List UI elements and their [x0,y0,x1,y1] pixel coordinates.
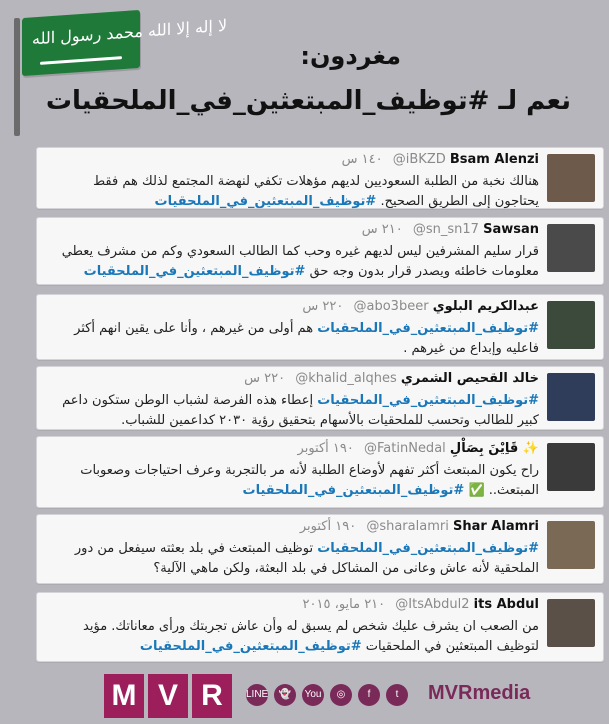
tweet-meta [302,299,539,314]
hashtag-link[interactable]: #توظيف_المبتعثين_في_الملحقيات [317,393,539,408]
hashtag-link[interactable]: #توظيف_المبتعثين_في_الملحقيات [139,639,362,654]
tweet-card[interactable] [36,217,604,285]
brand-name[interactable]: MVRmedia [428,682,531,704]
avatar[interactable] [547,373,595,421]
tweet-handle[interactable]: @khalid_alqhes [295,371,397,386]
tweet-card[interactable] [36,147,604,209]
tweet-time: ١٩٠ أكتوبر [297,441,354,456]
tweet-meta [244,371,539,386]
avatar[interactable] [547,443,595,491]
tweet-meta [300,519,539,534]
hashtag-link[interactable]: #توظيف_المبتعثين_في_الملحقيات [317,541,539,556]
youtube-icon[interactable]: You [302,684,324,706]
tweet-body [45,617,539,657]
avatar[interactable] [547,154,595,202]
tweet-meta [303,597,539,612]
snapchat-icon[interactable]: 👻 [274,684,296,706]
tweet-handle[interactable]: @ItsAbdul2 [395,597,470,612]
tweet-handle[interactable]: @sn_sn17 [412,222,479,237]
tweet-time: ٢٢٠ س [302,299,344,314]
tweet-name[interactable]: خالد القحيص الشمري [400,371,539,386]
tweet-text: هم أولى من غيرهم ، وأنا على يقين انهم أكثر فاعليه وإبداع من غيرهم . [74,321,539,356]
tweet-body [45,539,539,579]
tweet-body [45,242,539,282]
tweet-name[interactable]: Bsam Alenzi [449,152,539,167]
tweet-meta [342,152,539,167]
tweet-name[interactable]: Sawsan [483,222,539,237]
header-line2: نعم لـ #توظيف_المبتعثين_في_الملحقيات [45,86,571,116]
logo-letter: R [192,674,232,718]
avatar[interactable] [547,301,595,349]
avatar[interactable] [547,521,595,569]
tweet-card[interactable] [36,436,604,508]
tweet-body [45,391,539,431]
tweet-handle[interactable]: @abo3beer [353,299,429,314]
tweet-body [45,319,539,359]
tweet-time: ٢٢٠ س [244,371,286,386]
tweet-name[interactable]: عبدالكريم البلوي [432,299,539,314]
tweet-meta [362,222,539,237]
avatar[interactable] [547,224,595,272]
header [0,0,609,140]
hashtag-link[interactable]: #توظيف_المبتعثين_في_الملحقيات [83,264,306,279]
facebook-icon[interactable]: f [358,684,380,706]
footer [0,668,609,724]
flag-script: لا إله إلا الله محمد رسول الله [32,15,228,49]
hashtag-link[interactable]: #توظيف_المبتعثين_في_الملحقيات [242,483,465,498]
tweet-name[interactable]: قَاِيْنَ بِصَاْلِ ✨ [449,441,539,456]
tweet-card[interactable] [36,366,604,430]
tweet-body [45,461,539,501]
tweet-handle[interactable]: @iBKZD [392,152,446,167]
tweet-handle[interactable]: @FatinNedal [364,441,446,456]
tweet-meta [298,441,539,456]
tweet-card[interactable] [36,514,604,584]
tweet-text: راح يكون المبتعث أكثر تفهم لأوضاع الطلبة لأنه مر بالتجربة وعرف احتياجات وصعوبات المبتعث.. ✅ [80,463,539,498]
tweet-text: قرار سليم المشرفين ليس لديهم غيره وحب كما الطالب السعودي وكم من مشرف يعطي معلومات خاطئه ويصدر قرار بدون وجه حق [61,244,539,279]
tweet-text: من الصعب ان يشرف عليك شخص لم يسبق له وأن عاش تجربتك ورأى معاناتك. مؤيد لتوظيف المبتعثين في الملحقيات [83,619,539,654]
tweet-text: توظيف المبتعث في بلد بعثته سيفعل من دور الملحقية لأنه عاش وعانى من المشاكل في بلد البعثة، ولكن ماهي الآلية؟ [74,541,539,576]
tweet-text: إعطاء هذه الفرصة لشباب الوطن ستكون داعم كبير للطالب وتحسب للملحقيات بالأسهام بتحقيق رؤية ٢٠٣٠ كداعمين للشباب. [62,393,539,428]
logo-letter: M [104,674,144,718]
mvr-logo[interactable] [104,674,232,718]
tweet-time: ٢١٠ مايو، ٢٠١٥ [302,597,386,612]
avatar[interactable] [547,599,595,647]
tweet-text: هنالك نخبة من الطلبة السعوديين لديهم مؤهلات تكفي لنهضة المجتمع لذلك هم فقط يحتاجون إلى الطريق الصحيح. [93,174,539,209]
tweet-card[interactable] [36,592,604,662]
logo-letter: V [148,674,188,718]
tweet-card[interactable] [36,294,604,360]
flag-pole [14,18,20,136]
tweet-time: ٢١٠ س [361,222,403,237]
tweet-body [45,172,539,212]
tweet-name[interactable]: Shar Alamri [452,519,539,534]
tweet-name[interactable]: its Abdul [473,597,539,612]
instagram-icon[interactable]: ◎ [330,684,352,706]
hashtag-link[interactable]: #توظيف_المبتعثين_في_الملحقيات [317,321,539,336]
twitter-icon[interactable]: t [386,684,408,706]
tweet-time: ١٩٠ أكتوبر [299,519,357,534]
tweet-handle[interactable]: @sharalamri [366,519,449,534]
tweet-time: ١٤٠ س [341,152,383,167]
header-line1: مغردون: [300,42,401,70]
line-icon[interactable]: LINE [246,684,268,706]
saudi-flag-icon [22,10,228,76]
hashtag-link[interactable]: #توظيف_المبتعثين_في_الملحقيات [154,194,377,209]
sword-icon [40,56,122,65]
social-icons [246,684,408,706]
